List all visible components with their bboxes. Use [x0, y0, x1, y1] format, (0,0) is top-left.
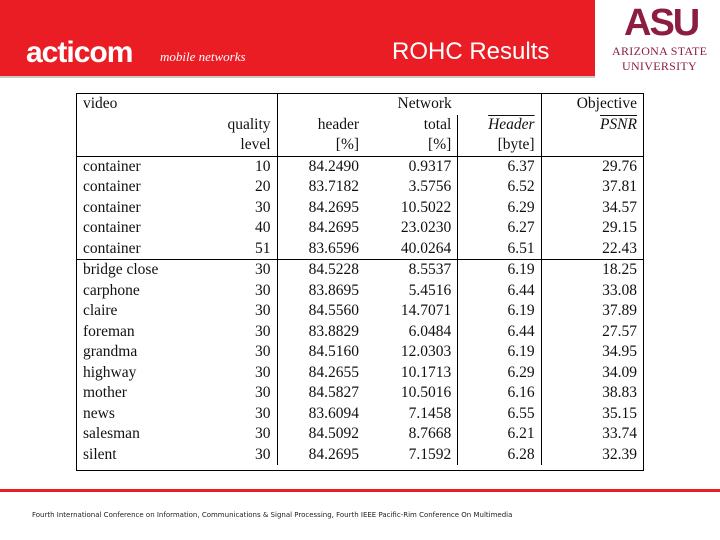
cell-header-avg: 6.27	[458, 218, 541, 239]
cell-header-avg: 6.44	[458, 322, 541, 343]
cell-header-avg: 6.19	[458, 260, 541, 281]
cell-header: 84.2490	[277, 156, 365, 177]
cell-video: salesman	[83, 425, 140, 442]
cell-quality: 30	[255, 404, 271, 422]
cell-header: 84.2655	[277, 363, 365, 384]
cell-psnr: 29.15	[541, 218, 643, 239]
cell-psnr: 18.25	[541, 260, 643, 281]
acticom-tagline: mobile networks	[160, 49, 246, 64]
table-row	[77, 404, 643, 425]
cell-video: mother	[83, 384, 127, 401]
cell-video: news	[83, 404, 115, 422]
cell-header-avg: 6.19	[458, 301, 541, 322]
cell-total: 14.7071	[400, 302, 452, 319]
cell-quality: 30	[255, 322, 271, 340]
cell-video: container	[83, 219, 141, 236]
cell-total: 12.0303	[400, 343, 452, 360]
cell-video: container	[83, 157, 141, 175]
cell-header: 84.5160	[277, 342, 365, 363]
footer-divider	[0, 489, 720, 492]
acticom-logo: acticom	[26, 36, 133, 69]
cell-psnr: 32.39	[541, 445, 643, 466]
cell-video: container	[77, 239, 199, 260]
cell-header: 84.2695	[277, 218, 365, 239]
col-header-unit: [%]	[277, 135, 365, 156]
cell-quality: 30	[255, 302, 271, 319]
cell-total: 10.5022	[400, 198, 452, 216]
table-body-group-1	[77, 156, 643, 260]
cell-header: 84.2695	[277, 198, 365, 219]
cell-video: highway	[83, 363, 137, 381]
header-divider	[0, 76, 595, 78]
cell-total: 3.5756	[408, 178, 452, 195]
cell-quality: 30	[255, 261, 271, 278]
cell-header-avg: 6.29	[458, 363, 541, 384]
cell-header-avg: 6.37	[458, 156, 541, 177]
cell-header: 83.6094	[277, 404, 365, 425]
cell-header-avg: 6.29	[458, 198, 541, 219]
table-row	[77, 156, 643, 177]
cell-psnr: 27.57	[541, 322, 643, 343]
cell-header-avg: 6.21	[458, 424, 541, 445]
cell-total: 7.1458	[408, 404, 452, 422]
cell-quality: 30	[255, 343, 271, 360]
cell-header-avg: 6.28	[458, 445, 541, 466]
col-header-avg-unit: [byte]	[458, 135, 541, 156]
results-table-grid	[77, 94, 643, 465]
cell-video: carphone	[83, 281, 140, 299]
col-header-header: header	[277, 115, 365, 136]
cell-video: claire	[83, 302, 118, 319]
col-level-header: level	[199, 135, 277, 156]
cell-total: 40.0264	[365, 239, 458, 260]
table-row	[77, 218, 643, 239]
results-table	[76, 93, 644, 471]
header-row-1	[77, 94, 643, 115]
cell-total: 10.5016	[400, 384, 452, 401]
cell-total: 6.0484	[408, 322, 452, 340]
cell-quality: 30	[255, 384, 271, 401]
cell-video: silent	[83, 445, 117, 463]
table-row	[77, 260, 643, 281]
table-row	[77, 342, 643, 363]
cell-total: 8.5537	[408, 261, 452, 278]
asu-logo: ASU	[624, 2, 699, 44]
cell-header-avg: 6.51	[458, 239, 541, 260]
cell-header: 84.2695	[277, 445, 365, 466]
cell-video: grandma	[83, 343, 138, 360]
table-row	[77, 281, 643, 302]
col-psnr-header: PSNR	[599, 115, 637, 133]
table-row	[77, 301, 643, 322]
table-body-group-2	[77, 260, 643, 466]
cell-quality: 20	[255, 178, 271, 195]
table-row	[77, 177, 643, 198]
table-row	[77, 445, 643, 466]
cell-video: bridge close	[83, 261, 159, 278]
table-row	[77, 383, 643, 404]
col-total-header: total	[423, 115, 452, 133]
table-row	[77, 424, 643, 445]
cell-header: 84.5092	[277, 424, 365, 445]
cell-psnr: 34.95	[541, 342, 643, 363]
cell-quality: 30	[255, 363, 271, 381]
cell-header: 84.5560	[277, 301, 365, 322]
cell-header: 84.5827	[277, 383, 365, 404]
cell-header-avg: 6.16	[458, 383, 541, 404]
cell-psnr: 33.74	[541, 424, 643, 445]
cell-total: 5.4516	[408, 281, 452, 299]
cell-video: container	[83, 198, 141, 216]
cell-header-avg: 6.55	[458, 404, 541, 425]
table-row	[77, 363, 643, 384]
cell-header: 84.5228	[277, 260, 365, 281]
cell-header-avg: 6.19	[458, 342, 541, 363]
header-row-3	[77, 135, 643, 156]
cell-psnr: 37.89	[541, 301, 643, 322]
cell-psnr: 38.83	[541, 383, 643, 404]
cell-video: foreman	[83, 322, 135, 340]
cell-quality: 10	[255, 157, 271, 175]
cell-video: container	[83, 178, 141, 195]
cell-total: 7.1592	[408, 445, 452, 463]
cell-psnr: 22.43	[541, 239, 643, 260]
col-video-header: video	[83, 95, 118, 112]
objective-group-header: Objective	[541, 94, 643, 115]
footer-conference-text: Fourth International Conference on Information, Communications & Signal Processing, Fourth IEEE Pacific-Rim Conference On Multimedia	[32, 511, 513, 519]
cell-psnr: 33.08	[541, 281, 643, 302]
network-group-header: Network	[397, 95, 452, 112]
cell-header: 83.7182	[277, 177, 365, 198]
cell-header: 83.8829	[277, 322, 365, 343]
table-header	[77, 94, 643, 156]
table-row	[77, 322, 643, 343]
col-total-unit: [%]	[365, 135, 458, 156]
col-quality-header: quality	[227, 115, 271, 133]
asu-name-line2: UNIVERSITY	[622, 59, 697, 73]
cell-psnr: 29.76	[541, 156, 643, 177]
table-row	[77, 198, 643, 219]
cell-header-avg: 6.44	[458, 281, 541, 302]
slide-title: ROHC Results	[392, 38, 550, 65]
cell-psnr: 34.09	[541, 363, 643, 384]
header-bar	[0, 0, 720, 80]
cell-psnr: 34.57	[541, 198, 643, 219]
cell-quality: 40	[255, 219, 271, 236]
cell-psnr: 35.15	[541, 404, 643, 425]
cell-psnr: 37.81	[541, 177, 643, 198]
col-header-avg-header: Header	[488, 115, 535, 133]
cell-total: 0.9317	[408, 157, 452, 175]
cell-total: 8.7668	[408, 425, 452, 442]
table-row	[77, 239, 643, 260]
asu-name-line1: ARIZONA STATE	[612, 44, 708, 58]
cell-total: 10.1713	[400, 363, 452, 381]
header-row-2	[77, 115, 643, 136]
cell-quality: 30	[255, 445, 271, 463]
cell-header-avg: 6.52	[458, 177, 541, 198]
cell-quality: 51	[199, 239, 277, 260]
cell-quality: 30	[255, 281, 271, 299]
cell-total: 23.0230	[400, 219, 452, 236]
cell-header: 83.6596	[277, 239, 365, 260]
cell-header: 83.8695	[277, 281, 365, 302]
cell-quality: 30	[255, 425, 271, 442]
cell-quality: 30	[255, 198, 271, 216]
